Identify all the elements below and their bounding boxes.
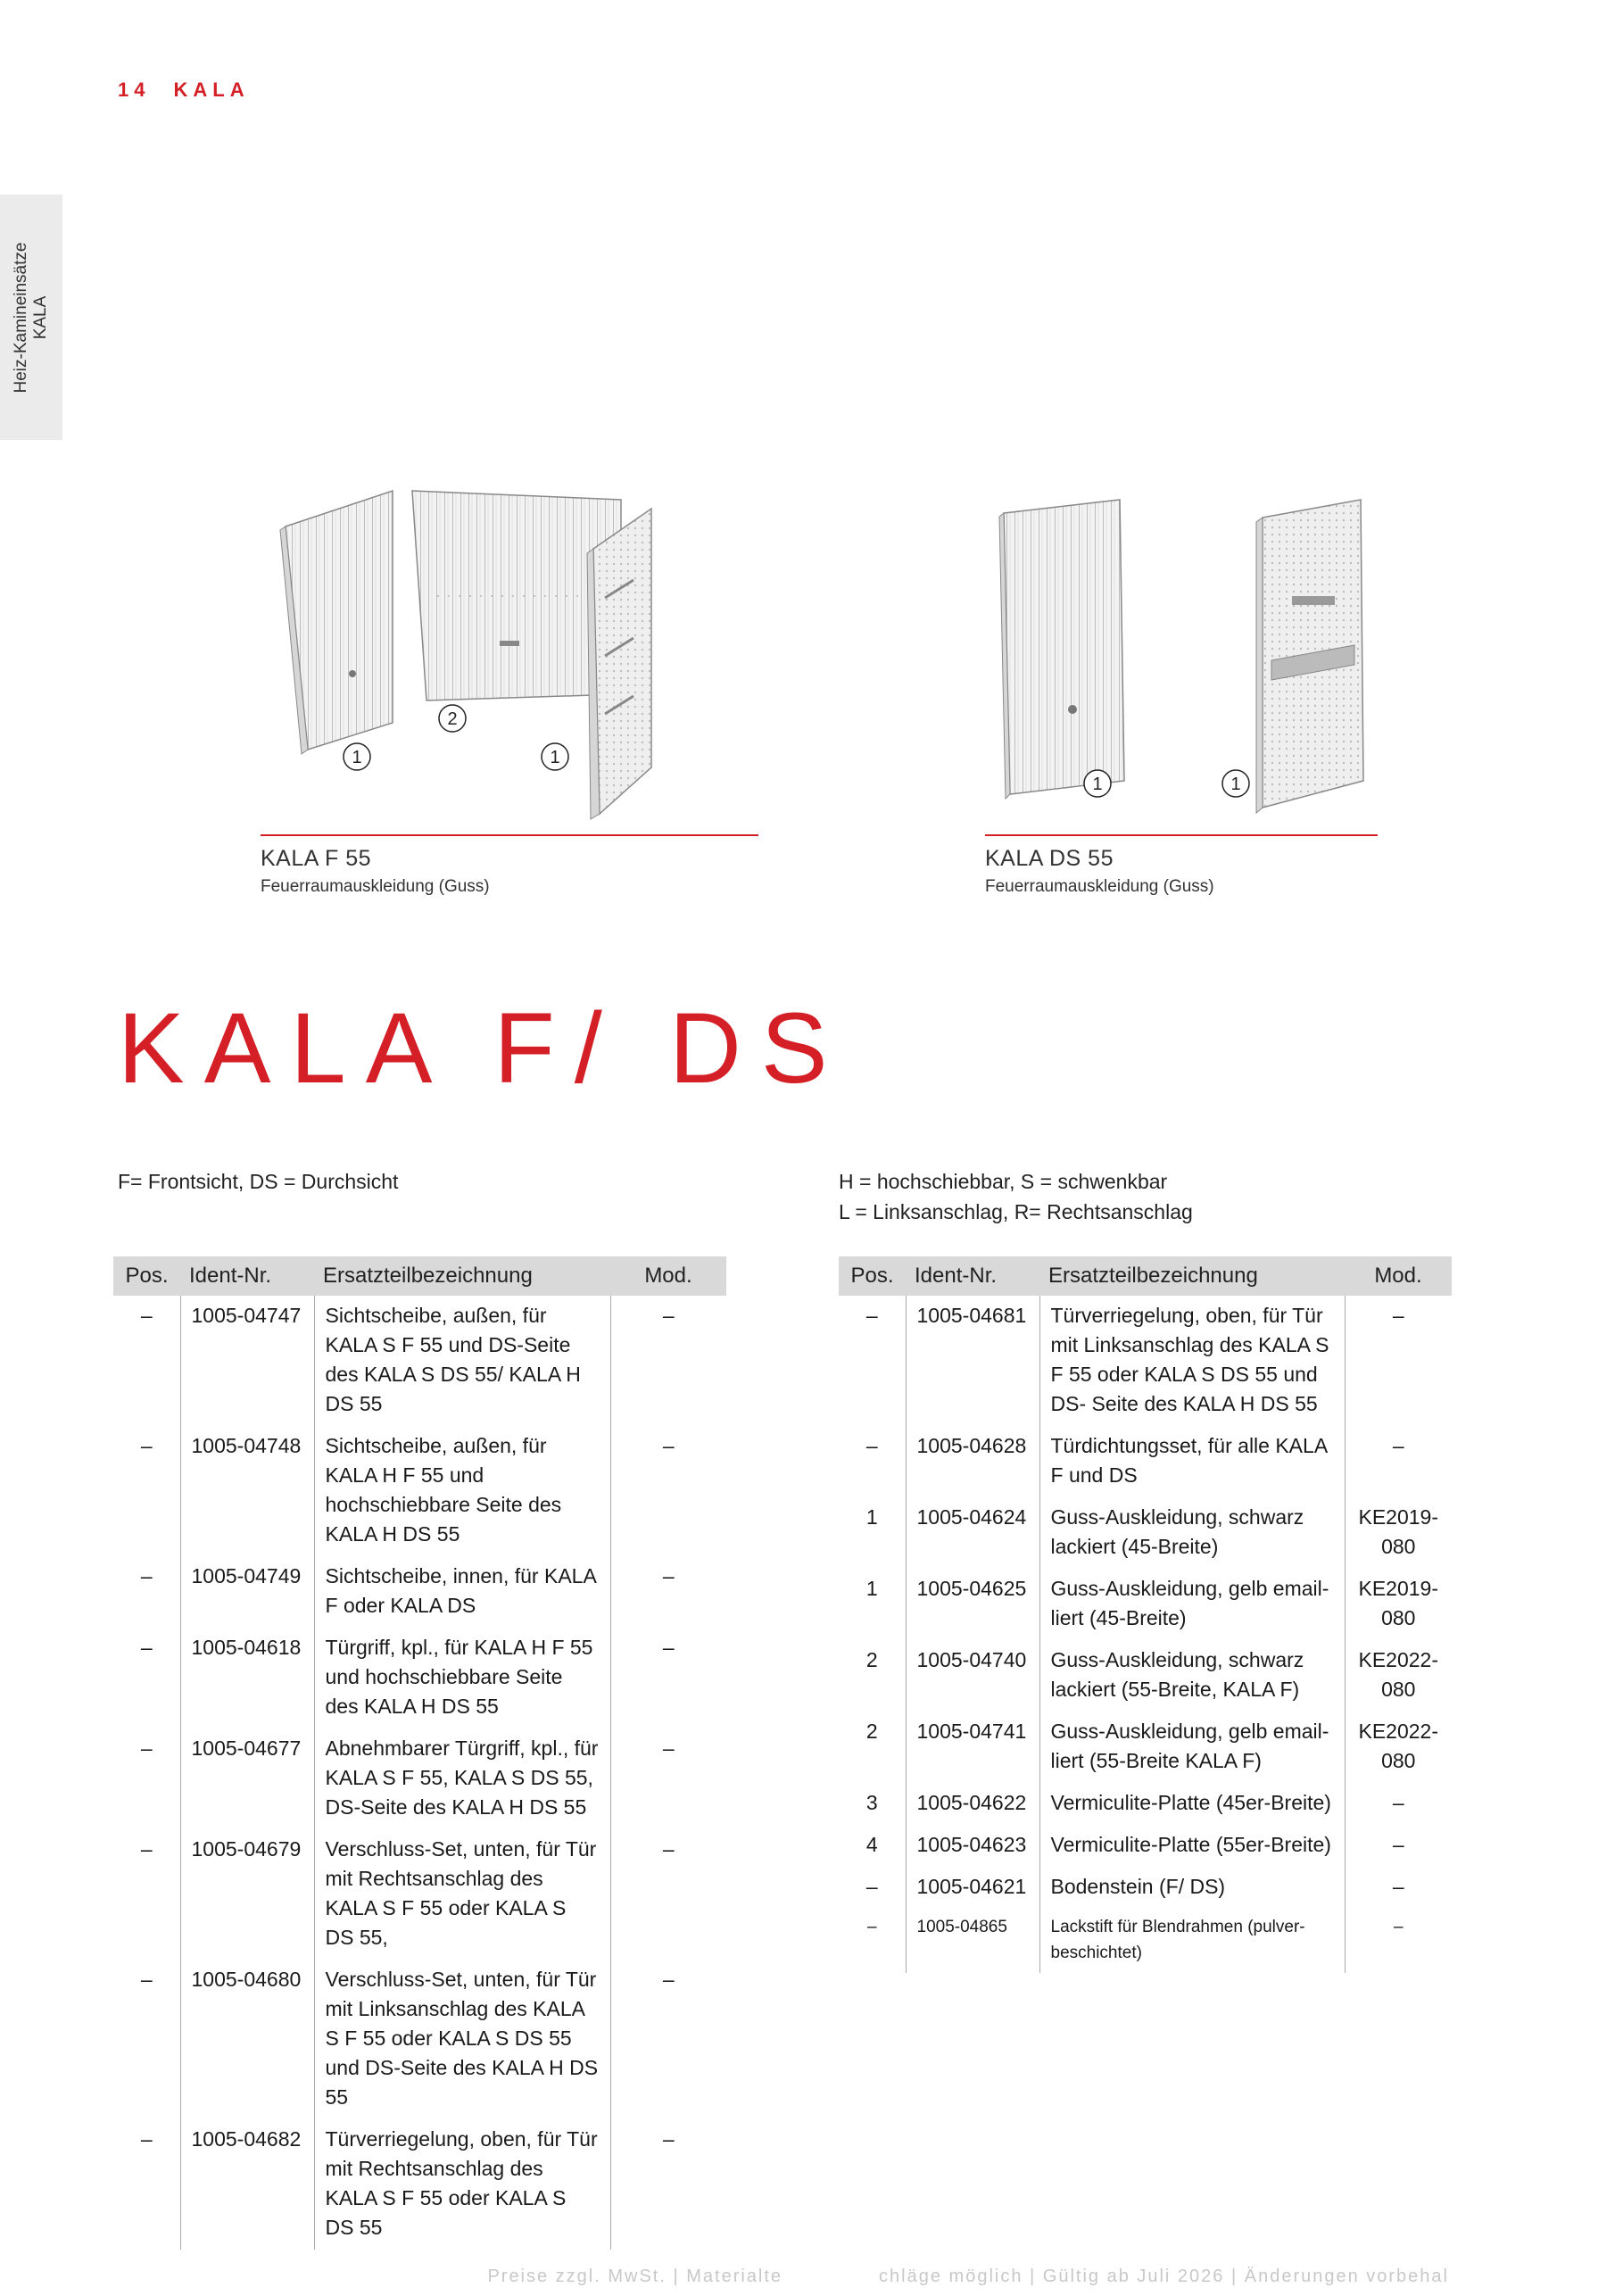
side-tab <box>0 195 62 440</box>
cell-ident: 1005-04621 <box>906 1867 1039 1909</box>
column-header-ident: Ident-Nr. <box>906 1256 1039 1296</box>
table-header-row <box>113 1256 726 1296</box>
cell-desc: Türdichtungsset, für alle KALA F und DS <box>1039 1426 1345 1497</box>
svg-text:1: 1 <box>550 748 560 767</box>
cell-ident: 1005-04628 <box>906 1426 1039 1497</box>
table-row <box>113 1628 726 1728</box>
table-row <box>113 1829 726 1960</box>
table-row <box>839 1783 1452 1825</box>
table-row <box>839 1569 1452 1640</box>
page-number: 14 <box>118 79 151 101</box>
cell-mod: – <box>610 1426 726 1556</box>
table-row <box>839 1296 1452 1426</box>
cell-desc: Guss-Auskleidung, gelb email-liert (55-Breite KALA F) <box>1039 1712 1345 1783</box>
cell-pos: – <box>866 1918 877 1936</box>
cell-mod: – <box>1345 1825 1452 1867</box>
cell-desc: Türgriff, kpl., für KALA H F 55 und hochschiebbare Seite des KALA H DS 55 <box>314 1628 610 1728</box>
svg-text:2: 2 <box>447 709 458 729</box>
cell-ident: 1005-04625 <box>906 1569 1039 1640</box>
side-tab-category: Heiz-Kamineinsätze <box>12 242 30 393</box>
legend-right: H = hochschiebbar, S = schwenkbar L = Linksanschlag, R= Rechtsanschlag <box>839 1170 1193 1223</box>
cell-mod: KE2019-080 <box>1345 1569 1452 1640</box>
svg-text:1: 1 <box>1092 775 1103 794</box>
figure-title: KALA DS 55 <box>985 846 1114 871</box>
cell-mod: – <box>610 1829 726 1960</box>
cell-mod: – <box>610 1296 726 1426</box>
figure-kala-ds55-image <box>990 495 1392 825</box>
cell-desc: Abnehmbarer Türgriff, kpl., für KALA S F 55, KALA S DS 55, DS-Seite des KALA H DS 55 <box>314 1728 610 1829</box>
column-header-mod: Mod. <box>610 1256 726 1296</box>
table-row <box>839 1825 1452 1867</box>
column-header-desc: Ersatzteilbezeichnung <box>314 1256 610 1296</box>
cell-ident: 1005-04865 <box>906 1909 1039 1973</box>
cell-pos: 1 <box>865 1577 878 1600</box>
cell-pos: – <box>865 1304 878 1327</box>
cell-desc: Vermiculite-Platte (55er-Breite) <box>1039 1825 1345 1867</box>
table-row <box>113 1556 726 1628</box>
cell-ident: 1005-04618 <box>180 1628 314 1728</box>
cell-mod: – <box>1345 1426 1452 1497</box>
legend-left: F= Frontsicht, DS = Durchsicht <box>118 1170 399 1193</box>
cell-ident: 1005-04741 <box>906 1712 1039 1783</box>
cell-pos: 2 <box>865 1648 878 1671</box>
table-row <box>839 1640 1452 1712</box>
cell-ident: 1005-04677 <box>180 1728 314 1829</box>
figure-divider <box>261 834 758 836</box>
cell-pos: – <box>140 1737 153 1760</box>
kala-f55-lining-drawing <box>268 482 678 821</box>
cell-desc: Sichtscheibe, innen, für KALA F oder KALA DS <box>314 1556 610 1628</box>
cell-pos: – <box>140 1564 153 1587</box>
cell-pos: – <box>140 1304 153 1327</box>
cell-desc: Verschluss-Set, unten, für Tür mit Linksanschlag des KALA S F 55 oder KALA S DS 55 und DS-Seite des KALA H DS 55 <box>314 1960 610 2119</box>
section-name: KALA <box>173 79 250 101</box>
cell-ident: 1005-04749 <box>180 1556 314 1628</box>
cell-mod: KE2022-080 <box>1345 1640 1452 1712</box>
page-header <box>118 79 250 102</box>
cell-pos: – <box>140 1636 153 1659</box>
svg-text:1: 1 <box>352 748 362 767</box>
cell-pos: 2 <box>865 1720 878 1743</box>
cell-desc: Guss-Auskleidung, gelb email-liert (45-Breite) <box>1039 1569 1345 1640</box>
figure-divider <box>985 834 1378 836</box>
table-row <box>113 2119 726 2250</box>
table-row <box>113 1296 726 1426</box>
cell-pos: 1 <box>865 1505 878 1529</box>
cell-mod: – <box>610 1728 726 1829</box>
figure-caption <box>985 846 1214 897</box>
column-header-ident: Ident-Nr. <box>180 1256 314 1296</box>
cell-mod: – <box>610 1556 726 1628</box>
column-header-mod: Mod. <box>1345 1256 1452 1296</box>
cell-ident: 1005-04740 <box>906 1640 1039 1712</box>
cell-pos: – <box>140 2127 153 2151</box>
footer-text-part2: chläge möglich | Gültig ab Juli 2026 | Änderungen vorbehal <box>879 2267 1449 2286</box>
cell-mod: KE2019-080 <box>1345 1497 1452 1569</box>
figure-subtitle: Feuerraumauskleidung (Guss) <box>261 877 490 896</box>
cell-pos: – <box>140 1434 153 1457</box>
side-tab-product: KALA <box>31 295 50 339</box>
cell-pos: – <box>140 1837 153 1861</box>
cell-mod: – <box>1345 1909 1452 1973</box>
cell-pos: – <box>865 1434 878 1457</box>
table-header-row <box>839 1256 1452 1296</box>
table-row <box>113 1426 726 1556</box>
cell-ident: 1005-04679 <box>180 1829 314 1960</box>
cell-pos: – <box>865 1875 878 1898</box>
cell-desc: Sichtscheibe, außen, für KALA S F 55 und DS-Seite des KALA S DS 55/ KALA H DS 55 <box>314 1296 610 1426</box>
page-footer <box>0 2267 1623 2287</box>
figure-caption <box>261 846 490 897</box>
cell-ident: 1005-04747 <box>180 1296 314 1426</box>
cell-ident: 1005-04748 <box>180 1426 314 1556</box>
column-header-desc: Ersatzteilbezeichnung <box>1039 1256 1345 1296</box>
table-row <box>839 1497 1452 1569</box>
cell-pos: 4 <box>865 1833 878 1856</box>
table-row <box>839 1426 1452 1497</box>
cell-mod: KE2022-080 <box>1345 1712 1452 1783</box>
cell-mod: – <box>1345 1783 1452 1825</box>
page-title: KALA F/ DS <box>118 992 848 1104</box>
cell-mod: – <box>610 1960 726 2119</box>
cell-desc: Guss-Auskleidung, schwarz lackiert (55-Breite, KALA F) <box>1039 1640 1345 1712</box>
kala-ds55-lining-drawing <box>990 495 1392 825</box>
cell-ident: 1005-04682 <box>180 2119 314 2250</box>
cell-desc: Vermiculite-Platte (45er-Breite) <box>1039 1783 1345 1825</box>
cell-ident: 1005-04680 <box>180 1960 314 2119</box>
cell-ident: 1005-04624 <box>906 1497 1039 1569</box>
figure-kala-f55-image <box>268 482 678 821</box>
cell-mod: – <box>610 2119 726 2250</box>
cell-desc: Verschluss-Set, unten, für Tür mit Rechtsanschlag des KALA S F 55 oder KALA S DS 55, <box>314 1829 610 1960</box>
cell-desc: Sichtscheibe, außen, für KALA H F 55 und hochschiebbare Seite des KALA H DS 55 <box>314 1426 610 1556</box>
cell-ident: 1005-04622 <box>906 1783 1039 1825</box>
cell-mod: – <box>1345 1867 1452 1909</box>
figure-title: KALA F 55 <box>261 846 372 871</box>
table-row <box>839 1909 1452 1973</box>
column-header-pos: Pos. <box>113 1256 180 1296</box>
cell-ident: 1005-04681 <box>906 1296 1039 1426</box>
table-row <box>113 1728 726 1829</box>
table-row <box>839 1712 1452 1783</box>
cell-desc: Bodenstein (F/ DS) <box>1039 1867 1345 1909</box>
cell-mod: – <box>610 1628 726 1728</box>
cell-pos: 3 <box>865 1791 878 1814</box>
cell-pos: – <box>140 1968 153 1991</box>
cell-desc: Guss-Auskleidung, schwarz lackiert (45-Breite) <box>1039 1497 1345 1569</box>
cell-desc: Lackstift für Blendrahmen (pulver-beschichtet) <box>1039 1909 1345 1973</box>
svg-text:1: 1 <box>1230 775 1241 794</box>
parts-table-right <box>839 1256 1452 1973</box>
parts-table-left <box>113 1256 726 2250</box>
figure-subtitle: Feuerraumauskleidung (Guss) <box>985 877 1214 896</box>
table-row <box>113 1960 726 2119</box>
table-row <box>839 1867 1452 1909</box>
cell-ident: 1005-04623 <box>906 1825 1039 1867</box>
footer-text-part1: Preise zzgl. MwSt. | Materialte <box>487 2267 783 2286</box>
cell-desc: Türverriegelung, oben, für Tür mit Rechtsanschlag des KALA S F 55 oder KALA S DS 55 <box>314 2119 610 2250</box>
cell-desc: Türverriegelung, oben, für Tür mit Linksanschlag des KALA S F 55 oder KALA S DS 55 und DS- Seite des KALA H DS 55 <box>1039 1296 1345 1426</box>
column-header-pos: Pos. <box>839 1256 906 1296</box>
cell-mod: – <box>1345 1296 1452 1426</box>
